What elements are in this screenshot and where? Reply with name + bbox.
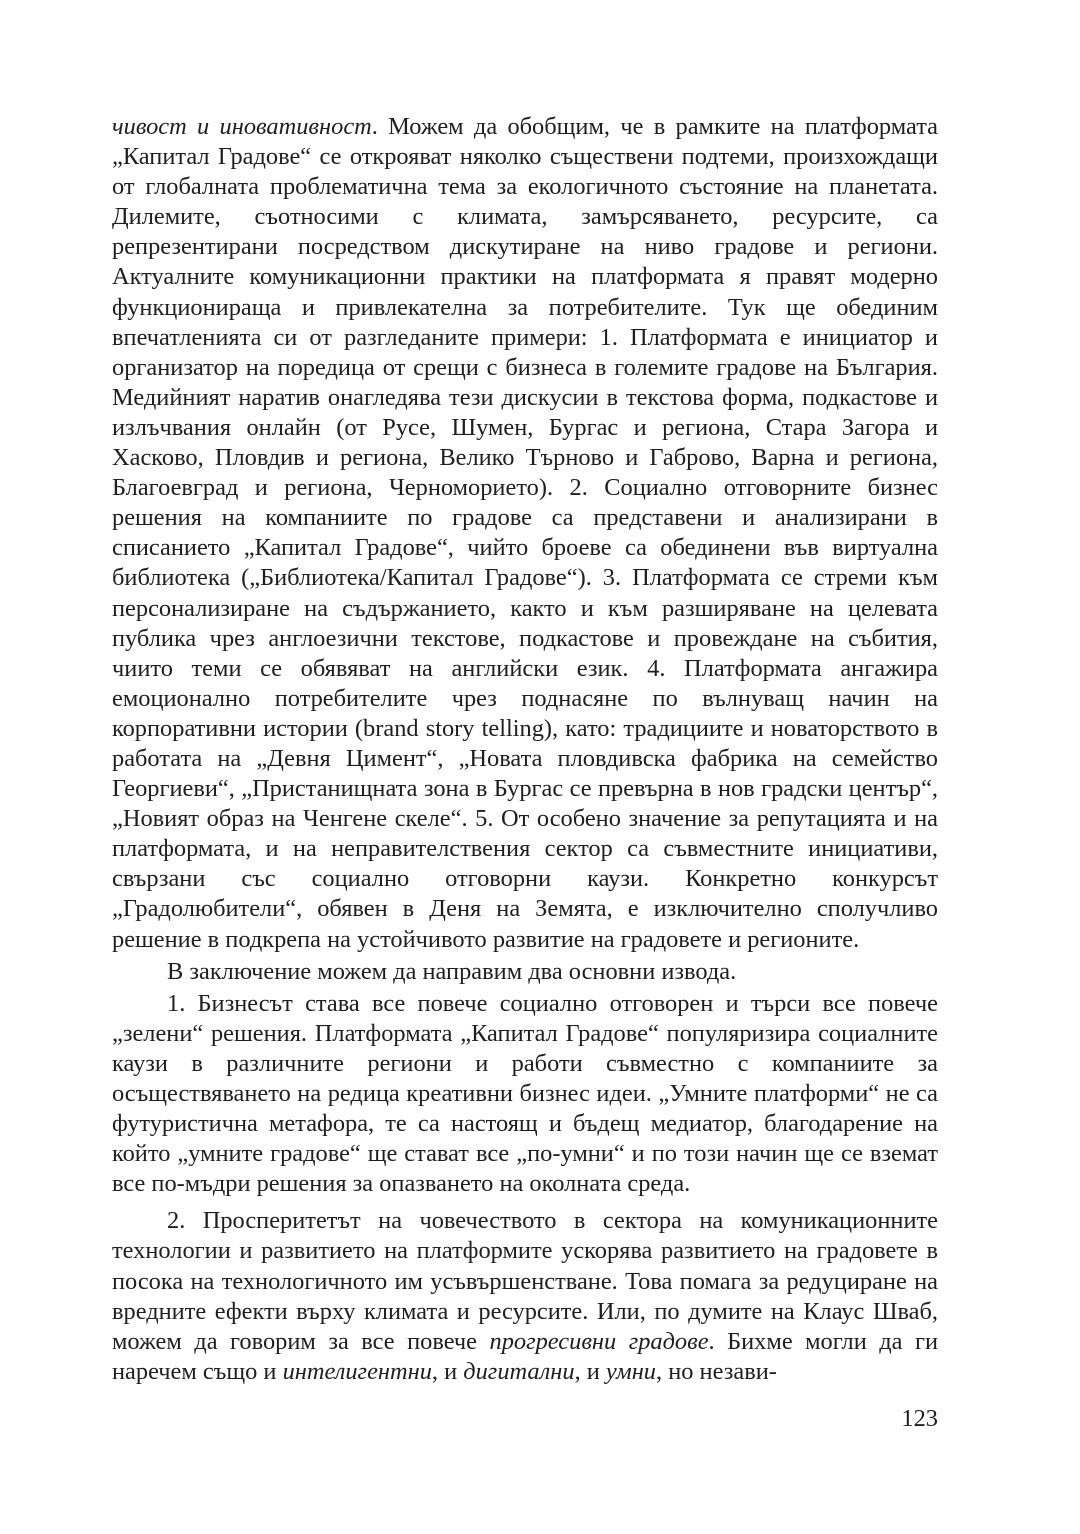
- paragraph-2: В заключение можем да направим два основни извода.: [167, 957, 737, 985]
- paragraph-4-text: , и: [431, 1357, 464, 1385]
- italic-phrase: интелигентни: [282, 1357, 432, 1385]
- paragraph-4-text: . Бихме могли да ги наречем също и: [112, 1327, 939, 1385]
- italic-phrase: дигитални: [463, 1357, 575, 1385]
- paragraph-1-text: . Можем да обобщим, че в рамките на платформата „Капитал Градове“ се открояват няколко съществени подтеми, произхождащи от глобалната проблематична тема за екологичното състояние на планетата. Дилемите, съотносими с климата, замърсяването, ресурсите, са репрезентирани посредством дискутиране на ниво градове и региони. Актуалните комуникационни практики на платформата я правят модерно функционираща и привлекателна за потребителите. Тук ще обединим впечатленията си от разгледаните примери: 1. Платформата е инициатор и организатор на поредица от срещи с бизнеса в големите градове на България. Медийният наратив онагледява тези дискусии в текстова форма, подкастове и излъчвания онлайн (от Русе, Шумен, Бургас и региона, Стара Загора и Хасково, Пловдив и региона, Велико Търново и Габрово, Варна и региона, Благоевград и региона, Черноморието). 2. Социално отговорните бизнес решения на компаниите по градове са представени и анализирани в списанието „Капитал Градове“, чийто броеве са обединени във виртуална библиотека („Библиотека/Капитал Градове“). 3. Платформата се стреми към персонализиране на съдържанието, както и към разширяване на целевата публика чрез англоезични текстове, подкастове и провеждане на събития, чиито теми се обявяват на английски език. 4. Платформата ангажира емоционално потребителите чрез поднасяне по вълнуващ начин на корпоративни истории (brand story telling), като: традициите и новаторството в работата на „Девня Цимент“, „Новата пловдивска фабрика на семейство Георгиеви“, „Пристанищната зона в Бургас се превърна в нов градски център“, „Новият образ на Ченгене скеле“. 5. От особено значение за репутацията и на платформата, и на неправителствения сектор са съвместните инициативи, свързани със социално отговорни каузи. Конкретно конкурсът „Градолюбители“, обявен в Деня на Земята, е изключително сполучливо решение в подкрепа на устойчивото развитие на градовете и регионите.: [112, 113, 938, 953]
- italic-phrase: прогресивни градове: [489, 1327, 709, 1355]
- paragraph-4-text: 2. Просперитетът на човечеството в сектора на комуникационните технологии и развитието на платформите ускорява развитието на градовете в посока на технологичното им усъвършенстване. Това помага за редуциране на вредните ефекти върху климата и ресурсите. Или, по думите на Клаус Шваб, можем да говорим за все повече: [112, 1207, 938, 1355]
- paragraph-4: [112, 1206, 938, 1387]
- paragraph-4-text: , и: [574, 1357, 606, 1385]
- italic-phrase: умни: [605, 1357, 657, 1385]
- paragraph-1: [112, 112, 938, 955]
- paragraph-4-text: , но незави-: [656, 1357, 777, 1385]
- body-text: [112, 112, 938, 1387]
- page-number: 123: [901, 1405, 938, 1432]
- paragraph-3: 1. Бизнесът става все повече социално отговорен и търси все повече „зелени“ решения. Платформата „Капитал Градове“ популяризира социалните каузи в различните региони и работи съвместно с компаниите за осъществяването на редица креативни бизнес идеи. „Умните платформи“ не са футуристична метафора, те са настоящ и бъдещ медиатор, благодарение на който „умните градове“ ще стават все „по-умни“ и по този начин ще се вземат все по-мъдри решения за опазването на околната среда.: [112, 989, 938, 1198]
- italic-phrase: чивост и иновативност: [112, 113, 372, 140]
